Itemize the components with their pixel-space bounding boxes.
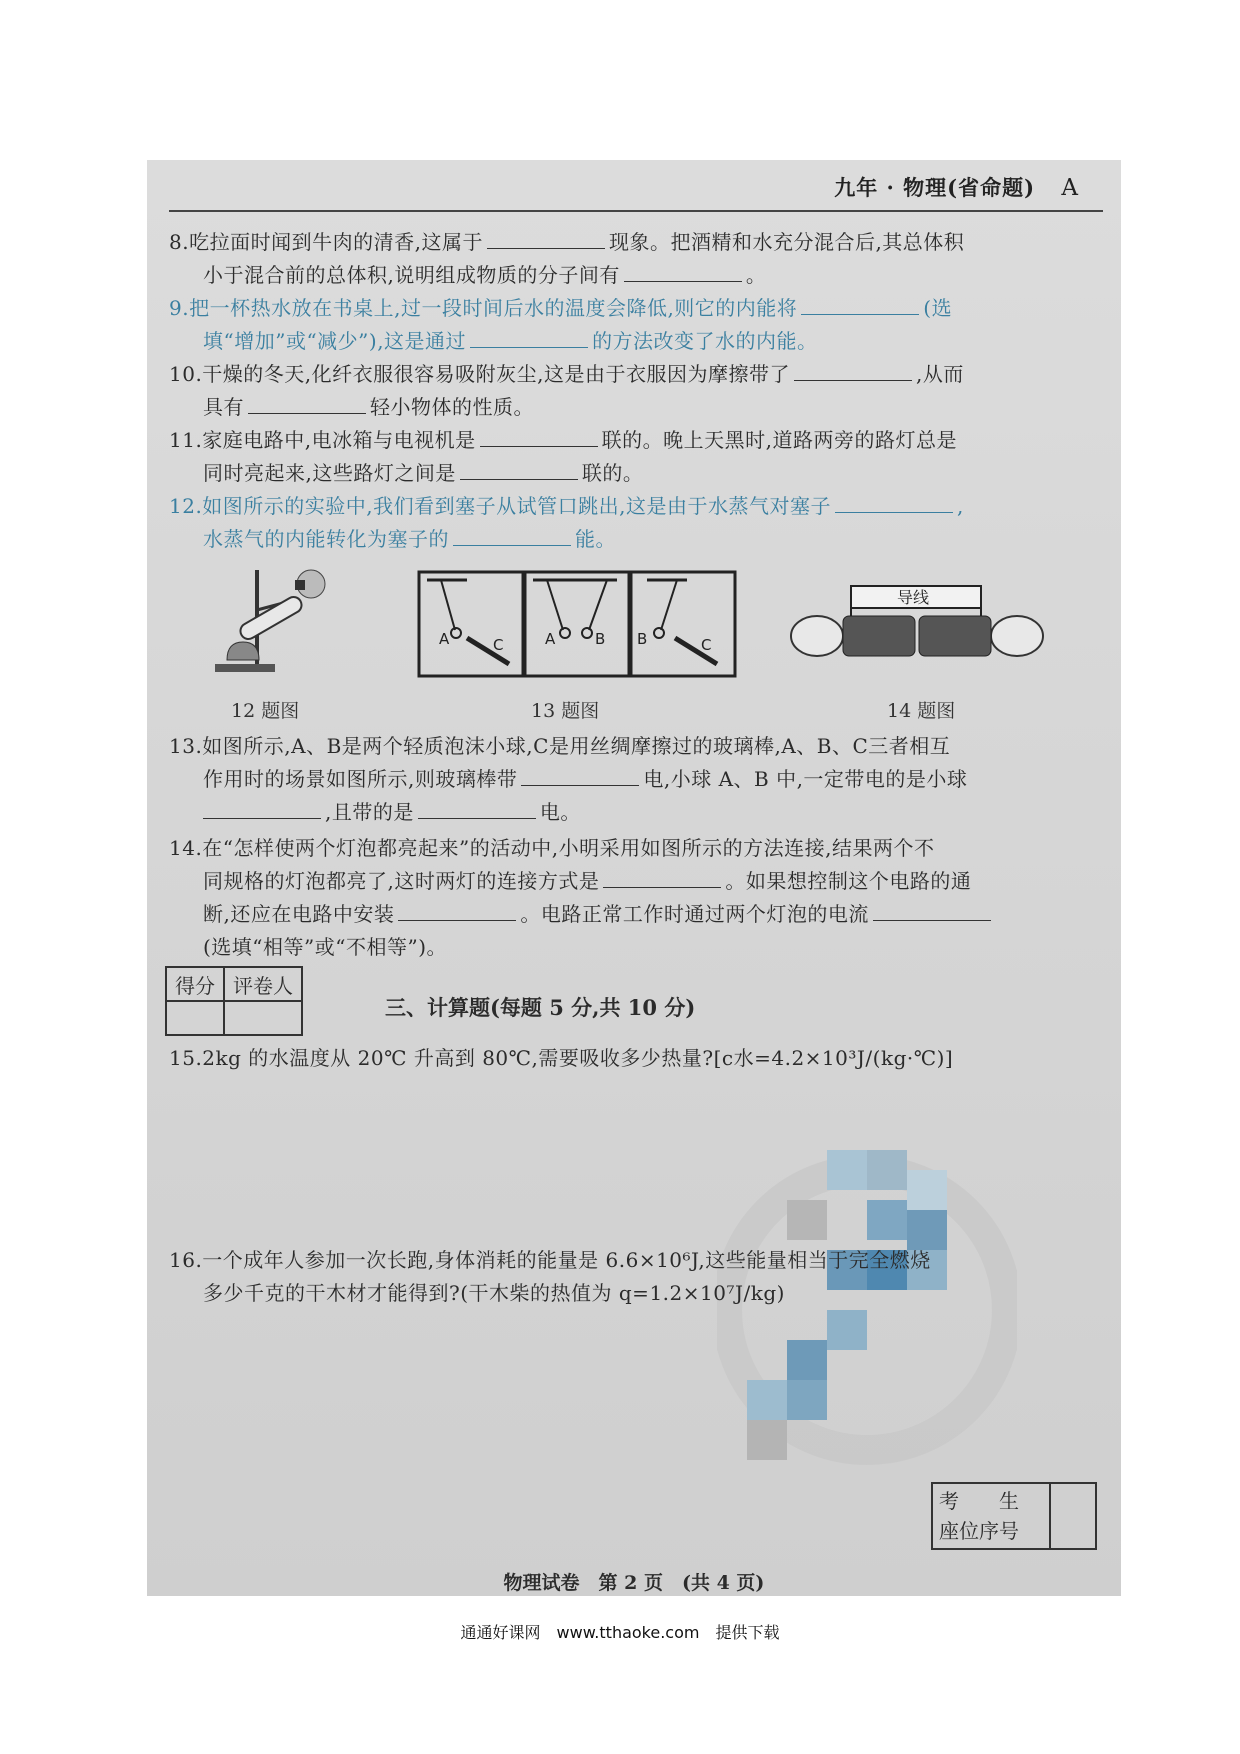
q9-text-2b: 的方法改变了水的内能。 — [592, 329, 818, 353]
fig14-caption: 14 题图 — [887, 700, 956, 722]
q10-blank-2[interactable] — [248, 391, 366, 414]
seat-label-2: 座位序号 — [939, 1519, 1019, 1543]
q14-blank-2[interactable] — [398, 898, 516, 921]
q13-blank-1[interactable] — [521, 763, 639, 786]
q14-text-3b: 。电路正常工作时通过两个灯泡的电流 — [520, 902, 869, 926]
figure-14-bulbs-batteries — [787, 580, 1047, 670]
q9-text-2: 填“增加”或“减少”),这是通过 — [203, 329, 467, 353]
q12-text-1b: , — [957, 494, 964, 518]
q14-text-2: 同规格的灯泡都亮了,这时两灯的连接方式是 — [203, 869, 600, 893]
paper-label: A — [1061, 175, 1079, 201]
page-number-footer: 物理试卷 第 2 页 (共 4 页) — [503, 1572, 765, 1594]
q11-text-2b: 联的。 — [581, 461, 644, 485]
q8-text-1: 8.吃拉面时闻到牛肉的清香,这属于 — [169, 230, 483, 254]
q14-blank-3[interactable] — [873, 898, 991, 921]
question-16 — [169, 1244, 1099, 1310]
q13-blank-3[interactable] — [418, 796, 536, 819]
q11-blank-1[interactable] — [480, 424, 598, 447]
seat-number-box — [931, 1482, 1097, 1550]
q11-text-1: 11.家庭电路中,电冰箱与电视机是 — [169, 428, 476, 452]
q8-blank-1[interactable] — [487, 226, 605, 249]
page-header — [834, 172, 1079, 202]
section-3-title: 三、计算题(每题 5 分,共 10 分) — [385, 995, 696, 1020]
q8-blank-2[interactable] — [624, 259, 742, 282]
q11-blank-2[interactable] — [460, 457, 578, 480]
question-13 — [169, 730, 1099, 829]
fig13-label-b: B — [595, 630, 606, 648]
q9-text-1b: (选 — [923, 296, 953, 320]
q11-text-1b: 联的。晚上天黑时,道路两旁的路灯总是 — [601, 428, 958, 452]
q13-text-3b: ,且带的是 — [325, 800, 414, 824]
header-title: 九年 · 物理(省命题) — [834, 175, 1036, 200]
fig13-caption: 13 题图 — [531, 700, 600, 722]
fig13-label-c2: C — [701, 636, 712, 654]
q10-blank-1[interactable] — [794, 358, 912, 381]
q13-blank-2[interactable] — [203, 796, 321, 819]
fig12-caption: 12 题图 — [231, 700, 300, 722]
grader-header: 评卷人 — [224, 967, 302, 1001]
question-11 — [169, 424, 1099, 490]
blurred-watermark — [717, 1140, 1017, 1480]
q12-text-2b: 能。 — [575, 527, 616, 551]
q10-text-1b: ,从而 — [916, 362, 964, 386]
q16-text-2: 多少千克的干木材才能得到?(干木柴的热值为 q=1.2×10⁷J/kg) — [203, 1281, 785, 1305]
q8-text-2b: 。 — [745, 263, 767, 287]
figure-13-charged-balls — [417, 570, 739, 680]
q12-blank-1[interactable] — [835, 490, 953, 513]
q10-text-2: 具有 — [203, 395, 244, 419]
q14-text-2b: 。如果想控制这个电路的通 — [725, 869, 972, 893]
question-15 — [169, 1042, 1099, 1075]
fig14-wire-label: 导线 — [897, 588, 930, 607]
q9-blank-1[interactable] — [801, 292, 919, 315]
score-cell[interactable] — [166, 1001, 224, 1035]
question-14 — [169, 832, 1099, 964]
fig13-label-a: A — [439, 630, 450, 648]
seat-number-cell[interactable] — [1049, 1484, 1095, 1548]
q15-text: 15.2kg 的水温度从 20℃ 升高到 80℃,需要吸收多少热量?[c水=4.2×10³J/(kg·℃)] — [169, 1046, 954, 1070]
site-credit: 通通好课网 www.tthaoke.com 提供下载 — [460, 1623, 780, 1642]
q14-text-4: (选填“相等”或“不相等”)。 — [203, 935, 448, 959]
q14-blank-1[interactable] — [603, 865, 721, 888]
q12-text-1: 12.如图所示的实验中,我们看到塞子从试管口跳出,这是由于水蒸气对塞子 — [169, 494, 832, 518]
score-header: 得分 — [166, 967, 224, 1001]
q8-text-2: 小于混合前的总体积,说明组成物质的分子间有 — [203, 263, 620, 287]
q8-text-1b: 现象。把酒精和水充分混合后,其总体积 — [608, 230, 965, 254]
question-12 — [169, 490, 1099, 556]
q13-text-2b: 电,小球 A、B 中,一定带电的是小球 — [643, 767, 968, 791]
q12-blank-2[interactable] — [453, 523, 571, 546]
question-8 — [169, 226, 1099, 292]
q10-text-1: 10.干燥的冬天,化纤衣服很容易吸附灰尘,这是由于衣服因为摩擦带了 — [169, 362, 791, 386]
q14-text-1: 14.在“怎样使两个灯泡都亮起来”的活动中,小明采用如图所示的方法连接,结果两个不 — [169, 836, 935, 860]
q9-text-1: 9.把一杯热水放在书桌上,过一段时间后水的温度会降低,则它的内能将 — [169, 296, 798, 320]
header-divider — [169, 210, 1103, 212]
fig13-label-b2: B — [637, 630, 648, 648]
q13-text-3c: 电。 — [539, 800, 581, 824]
q13-text-2: 作用时的场景如图所示,则玻璃棒带 — [203, 767, 518, 791]
fig13-label-a2: A — [545, 630, 556, 648]
q9-blank-2[interactable] — [470, 325, 588, 348]
q13-text-1: 13.如图所示,A、B是两个轻质泡沫小球,C是用丝绸摩擦过的玻璃棒,A、B、C三者相互 — [169, 734, 951, 758]
q16-text-1: 16.一个成年人参加一次长跑,身体消耗的能量是 6.6×10⁶J,这些能量相当于完全燃烧 — [169, 1248, 931, 1272]
seat-label-1: 考 生 — [939, 1489, 1019, 1513]
score-table — [165, 966, 303, 1036]
figure-12-test-tube — [207, 560, 327, 678]
q11-text-2: 同时亮起来,这些路灯之间是 — [203, 461, 456, 485]
grader-cell[interactable] — [224, 1001, 302, 1035]
question-10 — [169, 358, 1099, 424]
question-9 — [169, 292, 1099, 358]
exam-sheet — [147, 160, 1121, 1596]
q14-text-3: 断,还应在电路中安装 — [203, 902, 395, 926]
q10-text-2b: 轻小物体的性质。 — [370, 395, 534, 419]
fig13-label-c: C — [493, 636, 504, 654]
q12-text-2: 水蒸气的内能转化为塞子的 — [203, 527, 449, 551]
